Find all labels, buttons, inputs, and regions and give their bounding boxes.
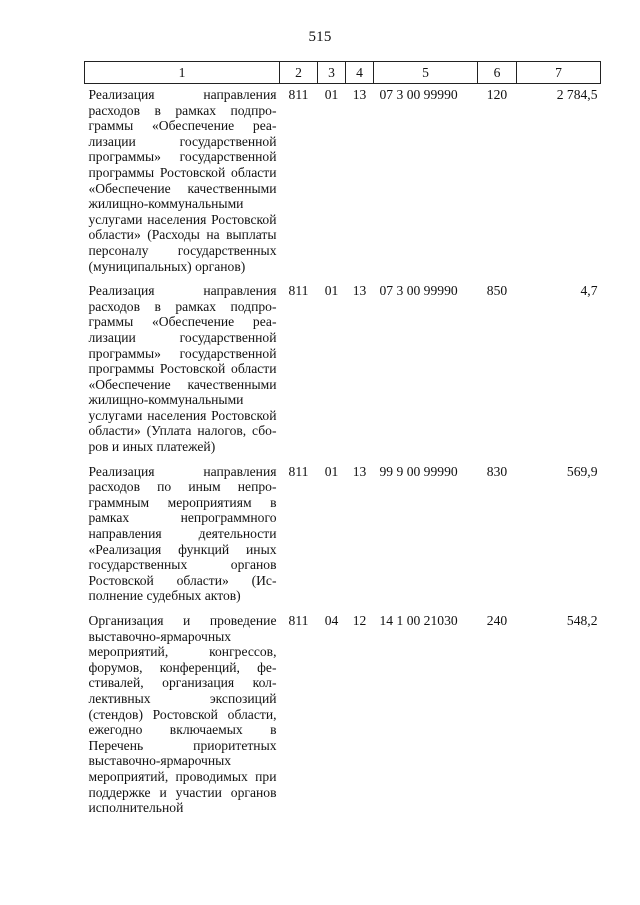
row-description: Реализация направления расходов в рамках подпрограммы «Обеспечение реализации государственной программы» государственной программы Ростовской области «Обеспечение качественными жилищно-коммунальными услугами населения Ростовской области» (Расходы на выплаты персоналу государственных (муниципальных) органов): [88, 87, 277, 274]
row-ministry-code: 811: [288, 87, 309, 102]
row-ministry-code: 811: [288, 463, 309, 479]
table-row: [85, 461, 601, 610]
header-row: [85, 62, 601, 84]
table-row: [85, 610, 601, 822]
row-expense-type: 120: [486, 87, 508, 102]
row-target-article: 07 3 00 99990: [379, 283, 458, 299]
row-target-article: 14 1 00 21030: [379, 613, 458, 628]
page-number: 515: [308, 29, 332, 45]
row-subsection-code: 13: [352, 87, 367, 102]
row-description: Реализация направления расходов в рамках подпрограммы «Обеспечение реализации государственной программы» государственной программы Ростовской области «Обеспечение качественными жилищно-коммунальными услугами населения Ростовской области» (Уплата налогов, сборов и иных платежей): [88, 283, 277, 455]
row-amount: 569,9: [566, 463, 598, 479]
row-amount: 2 784,5: [556, 87, 598, 102]
header-col-5: 5: [374, 62, 478, 84]
header-col-2: 2: [280, 62, 318, 84]
row-subsection-code: 13: [352, 283, 367, 299]
row-section-code: 01: [324, 463, 339, 479]
header-col-1: 1: [85, 62, 280, 84]
row-expense-type: 830: [486, 463, 508, 479]
budget-table: [84, 61, 601, 822]
table-body: [85, 84, 601, 822]
row-target-article: 07 3 00 99990: [379, 87, 458, 102]
table-row: [85, 280, 601, 461]
header-col-3: 3: [318, 62, 346, 84]
row-section-code: 01: [324, 87, 339, 102]
row-section-code: 04: [324, 613, 339, 628]
row-amount: 548,2: [566, 613, 598, 628]
header-col-7: 7: [517, 62, 601, 84]
table-row: [85, 84, 601, 281]
row-description: Реализация направления расходов по иным непрограммным мероприятиям в рамках непрограммного направления деятельности «Реализация функций иных государственных органов Ростовской области» (Исполнение судебных актов): [88, 463, 277, 604]
table-header: [85, 62, 601, 84]
row-expense-type: 850: [486, 283, 508, 299]
row-subsection-code: 13: [352, 463, 367, 479]
row-amount: 4,7: [580, 283, 598, 299]
row-target-article: 99 9 00 99990: [379, 463, 458, 479]
header-col-4: 4: [346, 62, 374, 84]
row-expense-type: 240: [486, 613, 508, 628]
row-ministry-code: 811: [288, 283, 309, 299]
row-description: Организация и проведение выставочно-ярмарочных мероприятий, конгрессов, форумов, конференций, фестивалей, организация коллективных экспозиций (стендов) Ростовской области, ежегодно включаемых в Перечень приоритетных выставочно-ярмарочных мероприятий, проводимых при поддержке и участии органов исполнительной: [88, 613, 277, 816]
row-ministry-code: 811: [288, 613, 309, 628]
row-subsection-code: 12: [352, 613, 367, 628]
row-section-code: 01: [324, 283, 339, 299]
header-col-6: 6: [478, 62, 517, 84]
